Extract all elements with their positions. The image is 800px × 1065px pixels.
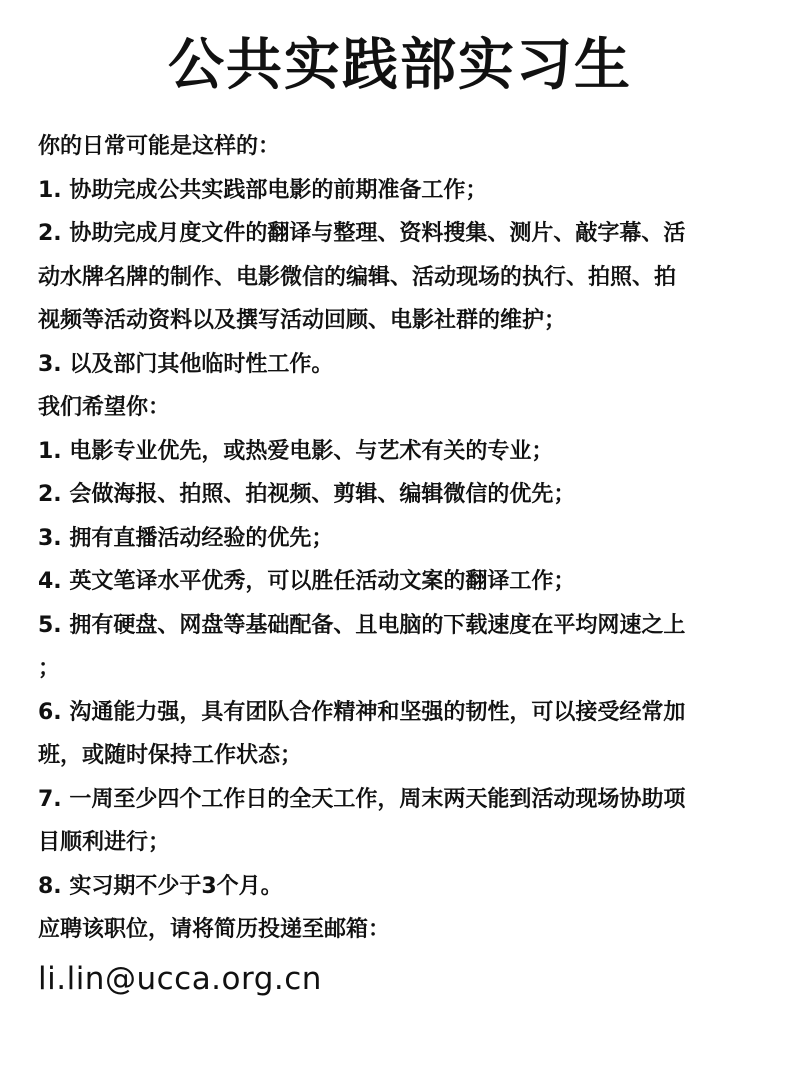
application-instruction: 应聘该职位，请将简历投递至邮箱： [38, 917, 391, 942]
posting-body [38, 125, 770, 952]
requirement-item-6-line-2: 班，或随时保持工作状态； [38, 743, 303, 768]
duty-item-2-line-1: 2. 协助完成月度文件的翻译与整理、资料搜集、测片、敲字幕、活 [38, 221, 686, 246]
requirement-item-5-line-2: ； [38, 656, 61, 681]
requirement-item-1: 1. 电影专业优先，或热爱电影、与艺术有关的专业； [38, 438, 554, 464]
requirement-item-7-line-1: 7. 一周至少四个工作日的全天工作，周末两天能到活动现场协助项 [38, 786, 686, 812]
intro-heading: 你的日常可能是这样的： [38, 134, 281, 159]
page-title: 公共实践部实习生 [168, 33, 632, 98]
duty-item-2-line-3: 视频等活动资料以及撰写活动回顾、电影社群的维护； [38, 308, 567, 333]
requirement-item-3: 3. 拥有直播活动经验的优先； [38, 525, 334, 551]
contact-email[interactable]: li.lin@ucca.org.cn [38, 961, 322, 997]
requirements-heading: 我们希望你： [38, 395, 171, 420]
requirement-item-4: 4. 英文笔译水平优秀，可以胜任活动文案的翻译工作； [38, 569, 576, 594]
requirement-item-5-line-1: 5. 拥有硬盘、网盘等基础配备、且电脑的下载速度在平均网速之上 [38, 612, 686, 638]
duty-item-1: 1. 协助完成公共实践部电影的前期准备工作； [38, 177, 488, 203]
duty-item-2-line-2: 动水牌名牌的制作、电影微信的编辑、活动现场的执行、拍照、拍 [38, 264, 677, 290]
requirement-item-2: 2. 会做海报、拍照、拍视频、剪辑、编辑微信的优先； [38, 482, 576, 507]
requirement-item-6-line-1: 6. 沟通能力强，具有团队合作精神和坚强的韧性，可以接受经常加 [38, 699, 686, 725]
duty-item-3: 3. 以及部门其他临时性工作。 [38, 351, 334, 377]
requirement-item-8: 8. 实习期不少于3个月。 [38, 873, 283, 899]
requirement-item-7-line-2: 目顺利进行； [38, 830, 171, 855]
